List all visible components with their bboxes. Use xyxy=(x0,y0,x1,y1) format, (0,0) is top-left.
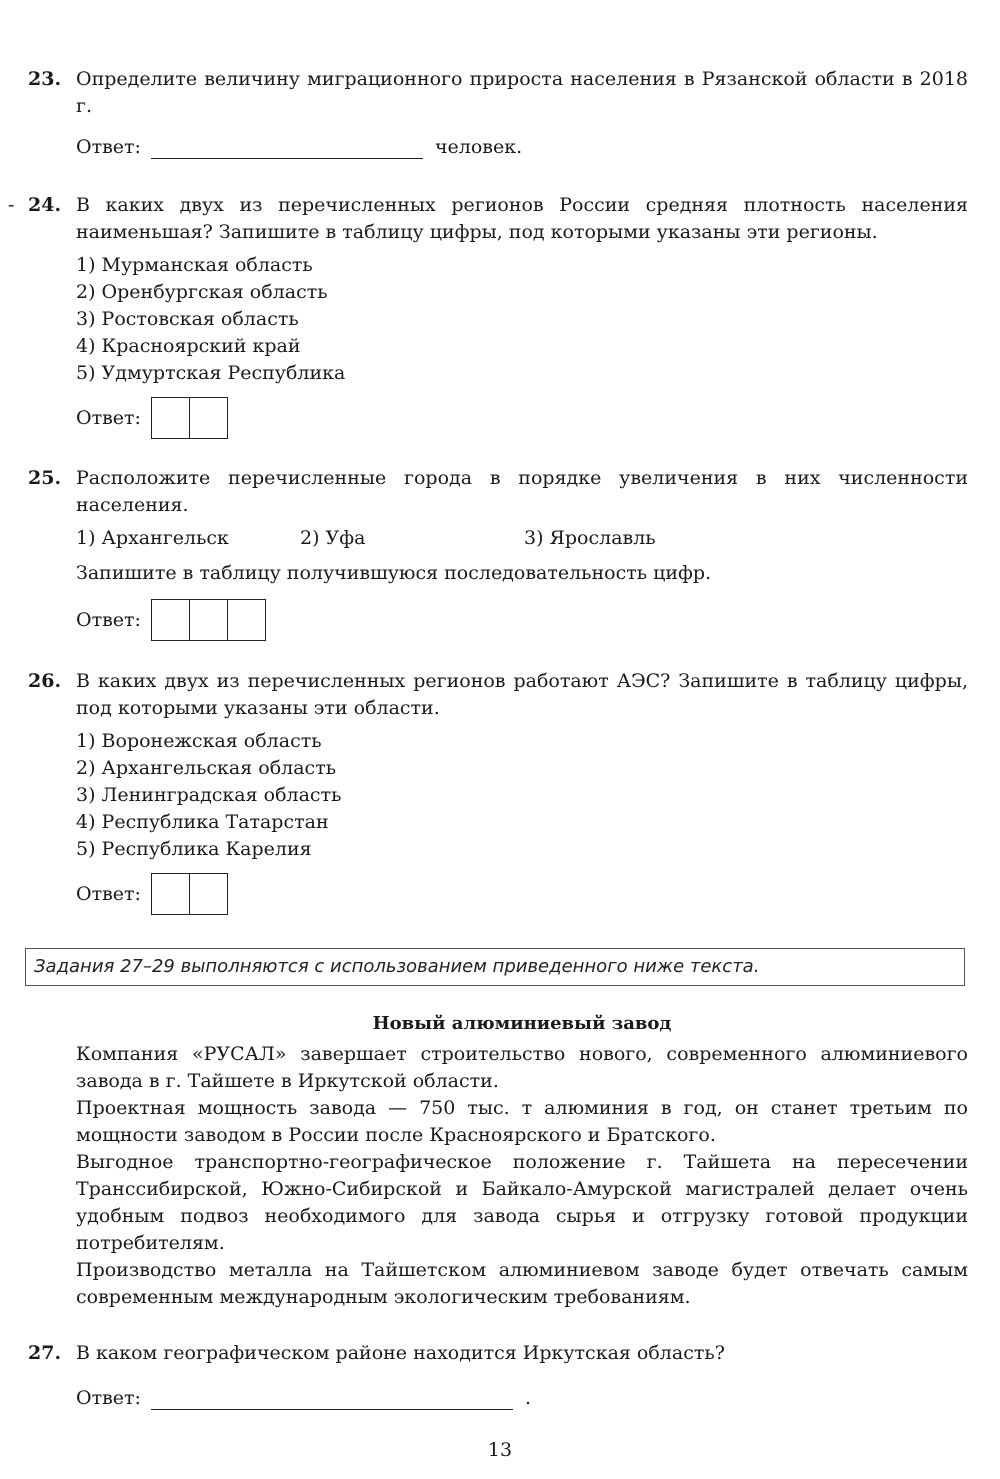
answer-suffix: человек. xyxy=(434,136,523,158)
options-list xyxy=(76,728,968,863)
task-number: 23. xyxy=(28,68,62,90)
answer-label: Ответ: xyxy=(76,406,141,429)
answer-cell[interactable] xyxy=(152,874,190,914)
options-list xyxy=(76,252,968,387)
task-number: 25. xyxy=(28,467,62,489)
answer-cell[interactable] xyxy=(190,600,228,640)
answer-cell[interactable] xyxy=(152,398,190,438)
option-item: 3) Ленинградская область xyxy=(76,784,342,806)
answer-label: Ответ: xyxy=(76,1387,141,1409)
option-item: 5) Удмуртская Республика xyxy=(76,362,346,384)
text-reference-banner: Задания 27–29 выполняются с использованием приведенного ниже текста. xyxy=(25,948,965,986)
answer-cell[interactable] xyxy=(228,600,265,640)
answer-row xyxy=(76,599,968,641)
task-27 xyxy=(28,1340,968,1412)
answer-row xyxy=(76,873,968,915)
answer-cells xyxy=(151,873,228,915)
task-instruction: Запишите в таблицу получившуюся последовательность цифр. xyxy=(76,562,712,584)
answer-line[interactable] xyxy=(151,1387,513,1410)
option-item: 3) Ростовская область xyxy=(76,308,299,330)
task-question: Расположите перечисленные города в порядке увеличения в них численности населения. xyxy=(76,467,968,516)
answer-suffix: . xyxy=(524,1387,531,1409)
article-paragraph: Производство металла на Тайшетском алюминиевом заводе будет отвечать самым современным международным экологическим требованиям. xyxy=(76,1259,968,1308)
task-question: Определите величину миграционного прироста населения в Рязанской области в 2018 г. xyxy=(76,68,968,117)
answer-row xyxy=(76,397,968,439)
task-23 xyxy=(28,66,968,161)
page-number: 13 xyxy=(487,1439,513,1461)
task-question: В каких двух из перечисленных регионов работают АЭС? Запишите в таблицу цифры, под которыми указаны эти области. xyxy=(76,670,968,719)
article-paragraph: Компания «РУСАЛ» завершает строительство нового, современного алюминиевого завода в г. Тайшете в Иркутской области. xyxy=(76,1043,968,1092)
article xyxy=(76,1010,968,1311)
task-24 xyxy=(28,192,968,439)
answer-label: Ответ: xyxy=(76,882,141,905)
option-item: 3) Ярославль xyxy=(524,527,656,549)
option-item: 1) Архангельск xyxy=(76,527,229,549)
margin-mark: - xyxy=(8,194,15,216)
option-item: 1) Воронежская область xyxy=(76,730,322,752)
task-26 xyxy=(28,668,968,915)
answer-row xyxy=(76,1385,968,1412)
task-question: В каких двух из перечисленных регионов России средняя плотность населения наименьшая? Запишите в таблицу цифры, под которыми указаны эти регионы. xyxy=(76,194,968,243)
task-number: 27. xyxy=(28,1342,62,1364)
option-item: 4) Республика Татарстан xyxy=(76,811,329,833)
answer-cell[interactable] xyxy=(190,398,227,438)
answer-cells xyxy=(151,599,266,641)
task-number: 24. xyxy=(28,194,62,216)
option-item: 2) Оренбургская область xyxy=(76,281,328,303)
option-item: 2) Архангельская область xyxy=(76,757,337,779)
article-paragraph: Проектная мощность завода — 750 тыс. т алюминия в год, он станет третьим по мощности заводом в России после Красноярского и Братского. xyxy=(76,1097,968,1146)
answer-cells xyxy=(151,397,228,439)
answer-line[interactable] xyxy=(151,136,423,159)
answer-label: Ответ: xyxy=(76,608,141,631)
option-item: 4) Красноярский край xyxy=(76,335,301,357)
option-item: 2) Уфа xyxy=(300,527,366,549)
article-title: Новый алюминиевый завод xyxy=(372,1013,672,1034)
answer-row xyxy=(76,134,968,161)
task-25 xyxy=(28,465,968,641)
answer-cell[interactable] xyxy=(152,600,190,640)
task-question: В каком географическом районе находится Иркутская область? xyxy=(76,1342,725,1364)
option-item: 1) Мурманская область xyxy=(76,254,313,276)
answer-cell[interactable] xyxy=(190,874,227,914)
task-number: 26. xyxy=(28,670,62,692)
article-paragraph: Выгодное транспортно-географическое положение г. Тайшета на пересечении Транссибирской, Южно-Сибирской и Байкало-Амурской магистралей делает очень удобным подвоз необходимого для завода сырья и отгрузку готовой продукции потребителям. xyxy=(76,1151,968,1254)
options-list xyxy=(76,525,968,552)
option-item: 5) Республика Карелия xyxy=(76,838,312,860)
answer-label: Ответ: xyxy=(76,136,141,158)
